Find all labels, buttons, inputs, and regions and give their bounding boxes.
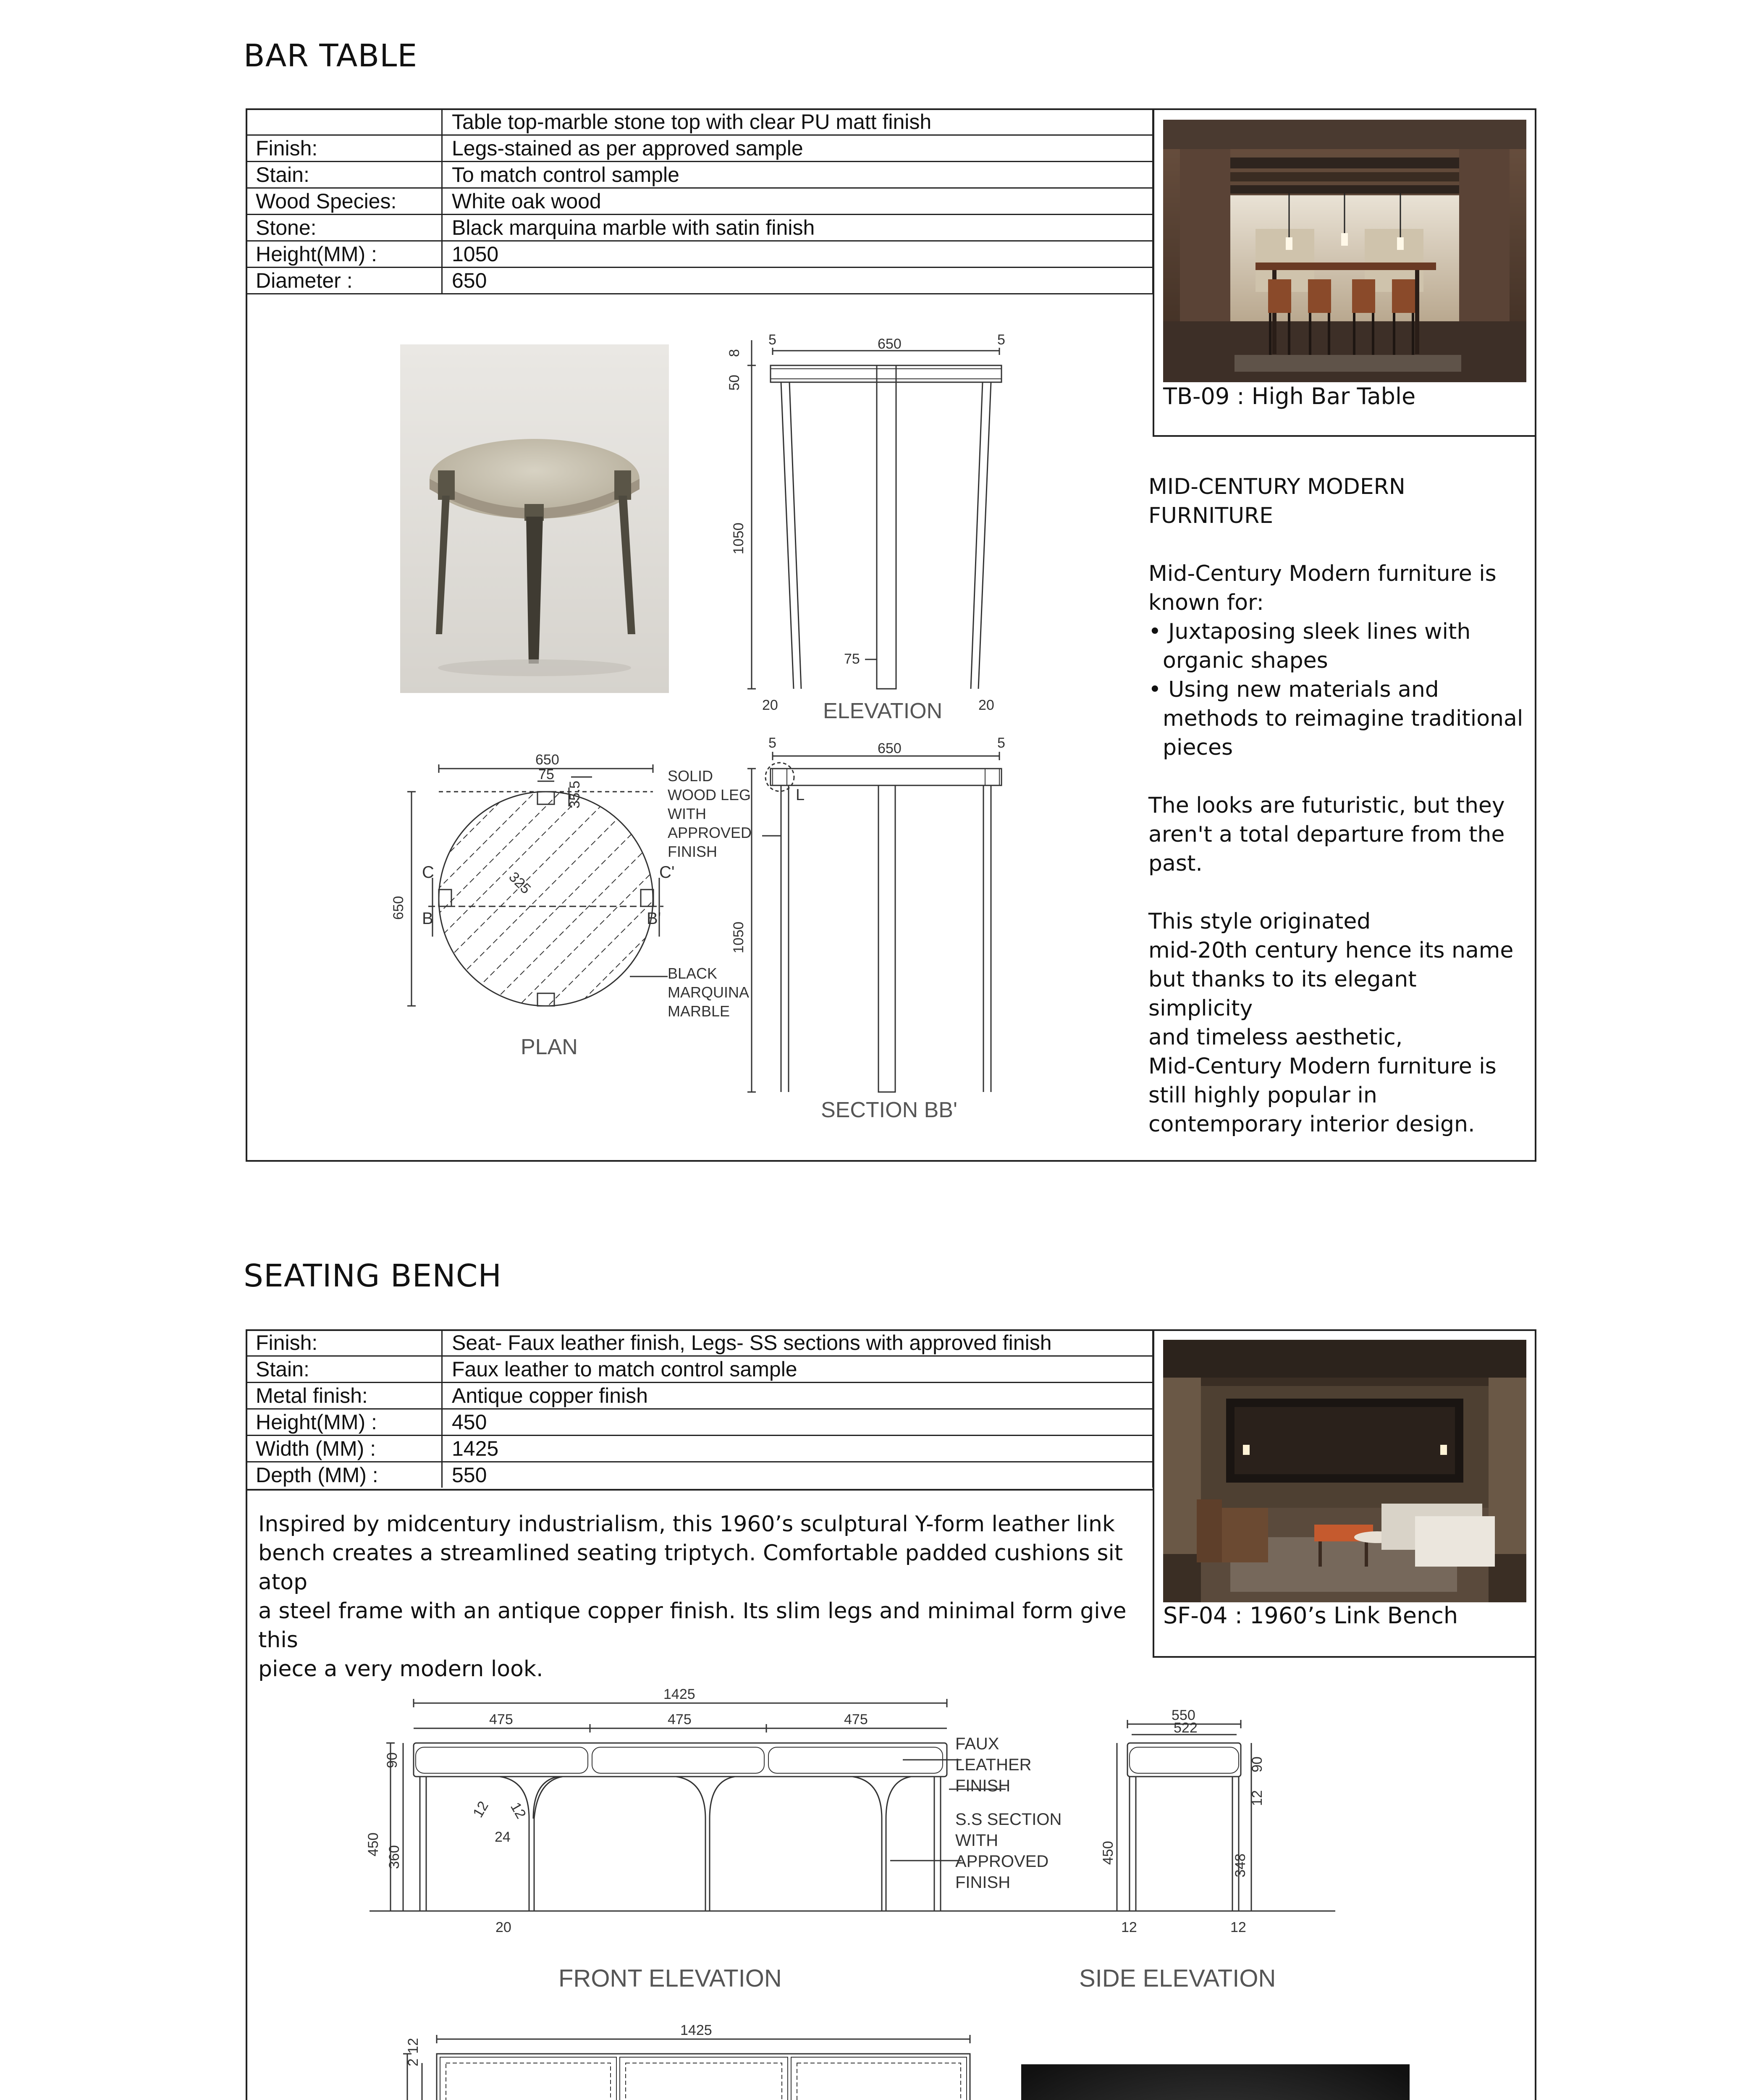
dim-label: 5 bbox=[997, 332, 1005, 348]
sidebar-bullet: • Juxtaposing sleek lines with bbox=[1148, 619, 1471, 644]
dim-label: 550 bbox=[1172, 1707, 1195, 1723]
dim-label: 650 bbox=[391, 896, 406, 920]
note-ss-section: APPROVED bbox=[955, 1852, 1049, 1871]
bar-table-spec-table bbox=[246, 109, 1153, 294]
mid-century-sidebar bbox=[1148, 472, 1526, 1139]
dim-label: 1050 bbox=[731, 522, 747, 554]
note-black-marquina: BLACK bbox=[668, 965, 718, 982]
spec-key: Stain: bbox=[246, 1356, 442, 1383]
section-mark-b-prime: B' bbox=[647, 909, 661, 928]
spec-row bbox=[246, 188, 1153, 215]
bar-table-plan-drawing bbox=[391, 752, 768, 1079]
dim-label: 20 bbox=[495, 1919, 511, 1935]
dim-label: 325 bbox=[506, 869, 534, 897]
bar-table-title: BAR TABLE bbox=[244, 38, 418, 74]
dim-label: 522 bbox=[1174, 1720, 1198, 1736]
side-elevation-label: SIDE ELEVATION bbox=[1079, 1965, 1276, 1992]
dim-label: 35.5 bbox=[567, 780, 583, 808]
dim-label: 12 bbox=[405, 2038, 421, 2054]
dim-label: 12 bbox=[1230, 1919, 1246, 1935]
note-solid-wood-leg: WITH bbox=[668, 805, 706, 822]
section-mark-c: C bbox=[422, 863, 434, 882]
spec-key bbox=[246, 109, 442, 135]
bar-table-product-photo bbox=[400, 344, 669, 693]
spec-value: Legs-stained as per approved sample bbox=[442, 135, 1153, 162]
sidebar-bullet: methods to reimagine traditional bbox=[1163, 706, 1523, 731]
spec-key: Finish: bbox=[246, 135, 442, 162]
note-ss-section: WITH bbox=[955, 1831, 999, 1850]
spec-row bbox=[246, 1330, 1153, 1356]
spec-row bbox=[246, 1409, 1153, 1436]
spec-value: 550 bbox=[442, 1462, 1153, 1488]
spec-value: 1050 bbox=[442, 241, 1153, 268]
note-faux-leather: LEATHER bbox=[955, 1756, 1032, 1774]
note-ss-section: S.S SECTION bbox=[955, 1810, 1062, 1829]
sidebar-text: and timeless aesthetic, bbox=[1148, 1025, 1403, 1050]
sidebar-text: but thanks to its elegant simplicity bbox=[1148, 967, 1417, 1021]
sidebar-bullet: pieces bbox=[1163, 735, 1233, 760]
spec-row bbox=[246, 1462, 1153, 1488]
dim-label: 75 bbox=[844, 651, 860, 667]
note-solid-wood-leg: WOOD LEG bbox=[668, 786, 751, 803]
sidebar-bullet: organic shapes bbox=[1163, 648, 1328, 673]
note-solid-wood-leg: APPROVED bbox=[668, 824, 752, 841]
dim-label: 90 bbox=[1249, 1756, 1265, 1772]
dim-label: 475 bbox=[668, 1712, 692, 1727]
spec-key: Depth (MM) : bbox=[246, 1462, 442, 1488]
section-mark-b: B bbox=[422, 909, 433, 928]
dim-label: 450 bbox=[1100, 1841, 1116, 1865]
dim-label: 20 bbox=[978, 697, 994, 713]
dim-label: 75 bbox=[538, 766, 554, 782]
dim-label: 20 bbox=[762, 697, 778, 713]
dim-label: 5 bbox=[768, 332, 776, 348]
dim-label: 8 bbox=[726, 349, 742, 357]
spec-value: To match control sample bbox=[442, 162, 1153, 188]
dim-label: 50 bbox=[726, 375, 742, 391]
spec-row bbox=[246, 1436, 1153, 1462]
dim-label: 5 bbox=[768, 735, 776, 751]
spec-value: 650 bbox=[442, 268, 1153, 294]
note-faux-leather: FINISH bbox=[955, 1777, 1011, 1795]
dim-label: 12 bbox=[1121, 1919, 1137, 1935]
spec-value: 450 bbox=[442, 1409, 1153, 1436]
bench-interior-photo bbox=[1163, 1340, 1526, 1602]
dim-label: 5 bbox=[997, 735, 1005, 751]
spec-row bbox=[246, 241, 1153, 268]
spec-key: Metal finish: bbox=[246, 1383, 442, 1409]
sidebar-heading: MID-CENTURY MODERN bbox=[1148, 474, 1405, 499]
spec-row bbox=[246, 135, 1153, 162]
note-solid-wood-leg: SOLID bbox=[668, 767, 713, 785]
spec-row bbox=[246, 268, 1153, 294]
spec-key: Diameter : bbox=[246, 268, 442, 294]
dim-label: 12 bbox=[1249, 1790, 1265, 1806]
sidebar-text: mid-20th century hence its name bbox=[1148, 938, 1514, 963]
dim-label: 450 bbox=[365, 1832, 381, 1856]
spec-row bbox=[246, 162, 1153, 188]
sidebar-text: known for: bbox=[1148, 590, 1264, 615]
dim-label: 12 bbox=[507, 1800, 529, 1822]
sidebar-text: aren't a total departure from the bbox=[1148, 822, 1505, 847]
note-ss-section: FINISH bbox=[955, 1873, 1011, 1892]
dim-label: 90 bbox=[384, 1752, 400, 1768]
bench-elevation-drawing bbox=[361, 1680, 1344, 2003]
sidebar-bullet: • Using new materials and bbox=[1148, 677, 1439, 702]
spec-row bbox=[246, 215, 1153, 241]
dim-label: 650 bbox=[535, 752, 559, 768]
bar-photo-caption: TB-09 : High Bar Table bbox=[1163, 383, 1416, 410]
section-label: SECTION BB' bbox=[821, 1098, 957, 1122]
sidebar-text: The looks are futuristic, but they bbox=[1148, 793, 1505, 818]
spec-value: Seat- Faux leather finish, Legs- SS sections with approved finish bbox=[442, 1330, 1153, 1356]
spec-key: Wood Species: bbox=[246, 188, 442, 215]
spec-row bbox=[246, 109, 1153, 135]
bench-plan-drawing bbox=[382, 2020, 1012, 2100]
sidebar-text: This style originated bbox=[1148, 909, 1371, 934]
spec-value: Black marquina marble with satin finish bbox=[442, 215, 1153, 241]
seating-bench-title: SEATING BENCH bbox=[244, 1258, 502, 1294]
bench-spec-table bbox=[246, 1330, 1153, 1488]
dim-label: 475 bbox=[489, 1712, 513, 1727]
elevation-label: ELEVATION bbox=[823, 699, 943, 723]
front-elevation-label: FRONT ELEVATION bbox=[558, 1965, 782, 1992]
sidebar-text: Mid-Century Modern furniture is bbox=[1148, 561, 1497, 586]
dim-label: 24 bbox=[495, 1829, 511, 1845]
sidebar-text: past. bbox=[1148, 851, 1203, 876]
dim-label: 12 bbox=[470, 1798, 492, 1820]
bench-product-photo bbox=[1021, 2064, 1410, 2100]
spec-value: Antique copper finish bbox=[442, 1383, 1153, 1409]
bench-description-line: a steel frame with an antique copper finish. Its slim legs and minimal form give this bbox=[258, 1599, 1127, 1653]
dim-label: 475 bbox=[844, 1712, 868, 1727]
dim-label: 1425 bbox=[663, 1686, 695, 1702]
section-mark-c-prime: C' bbox=[659, 863, 675, 882]
spec-row bbox=[246, 1356, 1153, 1383]
dim-label: 360 bbox=[386, 1845, 402, 1869]
sidebar-text: Mid-Century Modern furniture is bbox=[1148, 1054, 1497, 1079]
dim-label: 1425 bbox=[680, 2022, 712, 2038]
sidebar-text: still highly popular in bbox=[1148, 1083, 1377, 1108]
dim-label: 2 bbox=[405, 2058, 421, 2066]
bench-photo-caption: SF-04 : 1960’s Link Bench bbox=[1163, 1602, 1458, 1629]
spec-value: White oak wood bbox=[442, 188, 1153, 215]
note-faux-leather: FAUX bbox=[955, 1735, 999, 1753]
bench-description bbox=[258, 1510, 1148, 1684]
note-solid-wood-leg: FINISH bbox=[668, 843, 718, 860]
bar-interior-photo bbox=[1163, 120, 1526, 382]
spec-value: Faux leather to match control sample bbox=[442, 1356, 1153, 1383]
spec-key: Width (MM) : bbox=[246, 1436, 442, 1462]
dim-label: 650 bbox=[878, 740, 902, 756]
note-black-marquina: MARBLE bbox=[668, 1003, 730, 1020]
spec-value: 1425 bbox=[442, 1436, 1153, 1462]
bench-description-line: bench creates a streamlined seating triptych. Comfortable padded cushions sit atop bbox=[258, 1541, 1123, 1595]
spec-key: Finish: bbox=[246, 1330, 442, 1356]
sidebar-text: contemporary interior design. bbox=[1148, 1112, 1475, 1137]
spec-value: Table top-marble stone top with clear PU matt finish bbox=[442, 109, 1153, 135]
plan-label: PLAN bbox=[521, 1035, 578, 1059]
detail-mark-l: L bbox=[796, 786, 805, 804]
bench-description-line: Inspired by midcentury industrialism, this 1960’s sculptural Y-form leather link bbox=[258, 1512, 1115, 1537]
dim-label: 1050 bbox=[731, 921, 747, 953]
bench-spec-divider bbox=[246, 1489, 1153, 1491]
note-black-marquina: MARQUINA bbox=[668, 984, 750, 1001]
spec-key: Stain: bbox=[246, 162, 442, 188]
spec-key: Height(MM) : bbox=[246, 1409, 442, 1436]
dim-label: 650 bbox=[878, 336, 902, 352]
spec-row bbox=[246, 1383, 1153, 1409]
dim-label: 348 bbox=[1232, 1853, 1248, 1877]
sidebar-heading: FURNITURE bbox=[1148, 503, 1274, 528]
spec-key: Stone: bbox=[246, 215, 442, 241]
spec-key: Height(MM) : bbox=[246, 241, 442, 268]
bench-description-line: piece a very modern look. bbox=[258, 1656, 543, 1682]
